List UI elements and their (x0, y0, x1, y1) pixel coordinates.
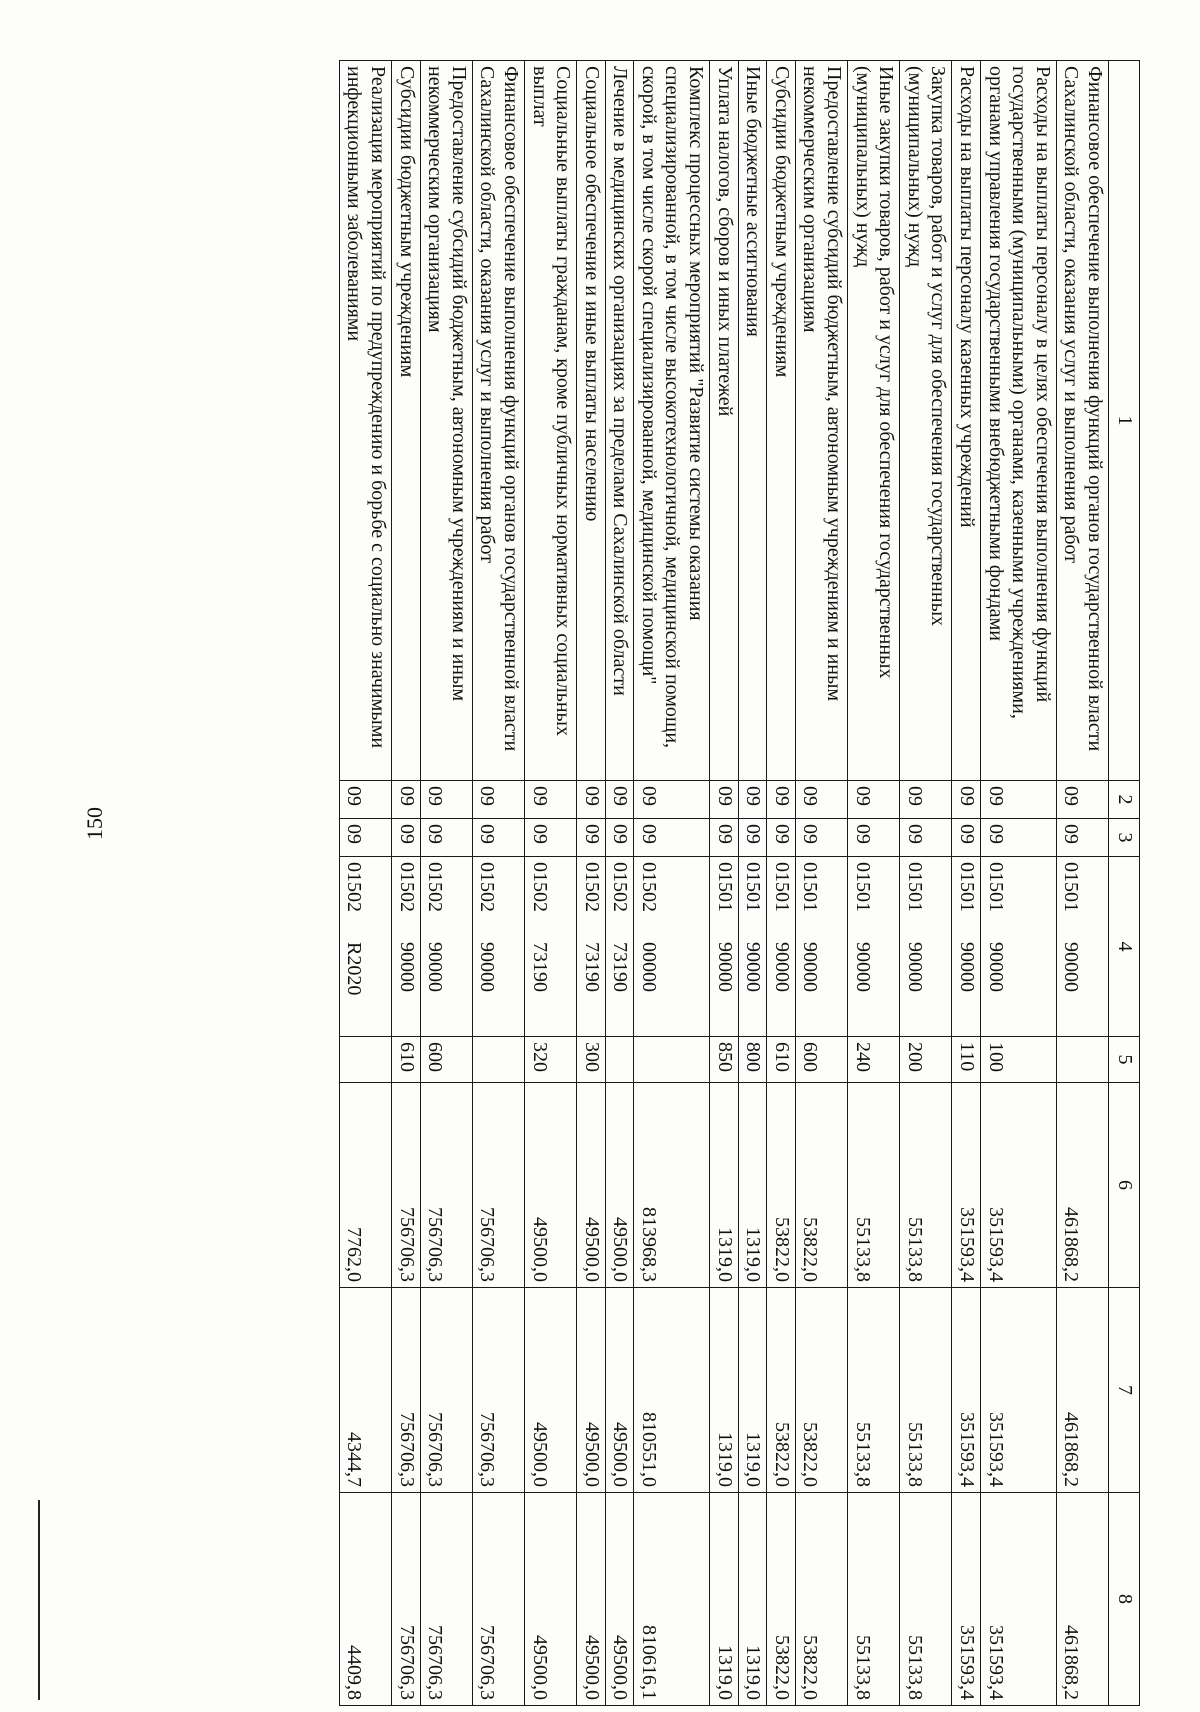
target-article-cell (339, 857, 391, 1037)
target-article-prefix: 01501 (770, 862, 793, 912)
table-row (339, 61, 391, 1706)
expense-type-cell (472, 1037, 524, 1083)
table-row (420, 61, 472, 1706)
expense-type-cell: 600 (420, 1037, 472, 1083)
target-article-suffix: 00000 (637, 942, 660, 992)
row-name-cell: Закупка товаров, работ и услуг для обеспечения государственных (муниципальных) нужд (900, 61, 952, 781)
amount-year2-cell: 49500,0 (524, 1288, 576, 1493)
expense-type-cell: 600 (795, 1037, 847, 1083)
header-cell: 5 (1109, 1037, 1140, 1083)
amount-year2-cell: 53822,0 (767, 1288, 796, 1493)
subsection-code-cell: 09 (900, 819, 952, 857)
header-cell: 6 (1109, 1083, 1140, 1288)
amount-year3-cell: 756706,3 (391, 1493, 420, 1706)
amount-year2-cell: 461868,2 (1056, 1288, 1108, 1493)
target-article-prefix: 01501 (903, 862, 926, 912)
target-article-prefix: 01502 (528, 862, 551, 912)
amount-year2-cell: 351593,4 (952, 1288, 981, 1493)
amount-year2-cell: 49500,0 (605, 1288, 634, 1493)
amount-year1-cell: 53822,0 (767, 1083, 796, 1288)
target-article-prefix: 01502 (637, 862, 660, 912)
amount-year1-cell: 49500,0 (605, 1083, 634, 1288)
amount-year1-cell: 53822,0 (795, 1083, 847, 1288)
subsection-code-cell: 09 (577, 819, 606, 857)
amount-year1-cell: 756706,3 (391, 1083, 420, 1288)
section-code-cell: 09 (1056, 781, 1108, 819)
row-name-cell: Предоставление субсидий бюджетным, автономным учреждениям и иным некоммерческим организациям (420, 61, 472, 781)
amount-year3-cell: 55133,8 (848, 1493, 900, 1706)
amount-year2-cell: 1319,0 (710, 1288, 739, 1493)
row-name-cell: Комплекс процессных мероприятий "Развитие системы оказания специализированной, в том числе высокотехнологичной, медицинской помощи, скорой, в том числе скорой специализированной, медицинской помощи" (634, 61, 710, 781)
expense-type-cell: 610 (767, 1037, 796, 1083)
target-article-prefix: 01501 (851, 862, 874, 912)
budget-table (339, 60, 1140, 1706)
amount-year1-cell: 1319,0 (710, 1083, 739, 1288)
header-cell: 3 (1109, 819, 1140, 857)
subsection-code-cell: 09 (472, 819, 524, 857)
target-article-suffix: 90000 (1060, 942, 1083, 992)
amount-year1-cell: 55133,8 (900, 1083, 952, 1288)
amount-year2-cell: 756706,3 (391, 1288, 420, 1493)
target-article-cell (952, 857, 981, 1037)
target-article-prefix: 01502 (476, 862, 499, 912)
amount-year2-cell: 49500,0 (577, 1288, 606, 1493)
section-code-cell: 09 (524, 781, 576, 819)
amount-year1-cell: 1319,0 (738, 1083, 767, 1288)
margin-line (38, 1500, 40, 1700)
subsection-code-cell: 09 (767, 819, 796, 857)
target-article-prefix: 01502 (343, 862, 366, 912)
target-article-prefix: 01501 (799, 862, 822, 912)
target-article-suffix: 73190 (528, 942, 551, 992)
expense-type-cell (605, 1037, 634, 1083)
subsection-code-cell: 09 (952, 819, 981, 857)
table-row (795, 61, 847, 1706)
row-name-cell: Лечение в медицинских организациях за пределами Сахалинской области (605, 61, 634, 781)
amount-year3-cell: 49500,0 (577, 1493, 606, 1706)
expense-type-cell (1056, 1037, 1108, 1083)
section-code-cell: 09 (605, 781, 634, 819)
section-code-cell: 09 (900, 781, 952, 819)
table-row (1056, 61, 1108, 1706)
amount-year3-cell: 756706,3 (472, 1493, 524, 1706)
target-article-suffix: 90000 (770, 942, 793, 992)
amount-year2-cell: 4344,7 (339, 1288, 391, 1493)
subsection-code-cell: 09 (524, 819, 576, 857)
amount-year2-cell: 756706,3 (420, 1288, 472, 1493)
subsection-code-cell: 09 (391, 819, 420, 857)
amount-year1-cell: 49500,0 (577, 1083, 606, 1288)
amount-year3-cell: 1319,0 (710, 1493, 739, 1706)
target-article-suffix: 90000 (395, 942, 418, 992)
table-row (634, 61, 710, 1706)
section-code-cell: 09 (420, 781, 472, 819)
amount-year1-cell: 756706,3 (420, 1083, 472, 1288)
section-code-cell: 09 (391, 781, 420, 819)
table-row (605, 61, 634, 1706)
row-name-cell: Субсидии бюджетным учреждениям (391, 61, 420, 781)
table-row (472, 61, 524, 1706)
subsection-code-cell: 09 (710, 819, 739, 857)
target-article-cell (710, 857, 739, 1037)
header-cell: 2 (1109, 781, 1140, 819)
table-body (339, 61, 1108, 1706)
target-article-cell (981, 857, 1057, 1037)
target-article-cell (524, 857, 576, 1037)
subsection-code-cell: 09 (738, 819, 767, 857)
subsection-code-cell: 09 (981, 819, 1057, 857)
target-article-cell (767, 857, 796, 1037)
row-name-cell: Иные закупки товаров, работ и услуг для обеспечения государственных (муниципальных) нужд (848, 61, 900, 781)
amount-year2-cell: 55133,8 (900, 1288, 952, 1493)
target-article-prefix: 01501 (956, 862, 979, 912)
target-article-suffix: 90000 (984, 942, 1007, 992)
target-article-cell (1056, 857, 1108, 1037)
expense-type-cell: 200 (900, 1037, 952, 1083)
amount-year2-cell: 53822,0 (795, 1288, 847, 1493)
header-row (1109, 61, 1140, 1706)
table-row (577, 61, 606, 1706)
table-row (848, 61, 900, 1706)
row-name-cell: Финансовое обеспечение выполнения функций органов государственной власти Сахалинской области, оказания услуг и выполнения работ (1056, 61, 1108, 781)
expense-type-cell: 110 (952, 1037, 981, 1083)
row-name-cell: Социальные выплаты гражданам, кроме публичных нормативных социальных выплат (524, 61, 576, 781)
row-name-cell: Социальное обеспечение и иные выплаты населению (577, 61, 606, 781)
rotated-table-wrapper (140, 60, 1140, 1705)
amount-year1-cell: 461868,2 (1056, 1083, 1108, 1288)
target-article-suffix: 90000 (799, 942, 822, 992)
row-name-cell: Реализация мероприятий по предупреждению и борьбе с социально значимыми инфекционными заболеваниями (339, 61, 391, 781)
subsection-code-cell: 09 (1056, 819, 1108, 857)
subsection-code-cell: 09 (605, 819, 634, 857)
target-article-prefix: 01501 (713, 862, 736, 912)
target-article-suffix: 90000 (903, 942, 926, 992)
expense-type-cell: 610 (391, 1037, 420, 1083)
amount-year3-cell: 756706,3 (420, 1493, 472, 1706)
row-name-cell: Уплата налогов, сборов и иных платежей (710, 61, 739, 781)
target-article-cell (738, 857, 767, 1037)
amount-year1-cell: 55133,8 (848, 1083, 900, 1288)
target-article-cell (634, 857, 710, 1037)
amount-year1-cell: 756706,3 (472, 1083, 524, 1288)
table-row (981, 61, 1057, 1706)
header-cell: 7 (1109, 1288, 1140, 1493)
target-article-prefix: 01501 (984, 862, 1007, 912)
amount-year1-cell: 351593,4 (981, 1083, 1057, 1288)
amount-year1-cell: 813968,3 (634, 1083, 710, 1288)
row-name-cell: Расходы на выплаты персоналу казенных учреждений (952, 61, 981, 781)
target-article-suffix: 90000 (851, 942, 874, 992)
amount-year1-cell: 351593,4 (952, 1083, 981, 1288)
subsection-code-cell: 09 (795, 819, 847, 857)
subsection-code-cell: 09 (848, 819, 900, 857)
amount-year3-cell: 810616,1 (634, 1493, 710, 1706)
section-code-cell: 09 (795, 781, 847, 819)
section-code-cell: 09 (981, 781, 1057, 819)
expense-type-cell: 850 (710, 1037, 739, 1083)
expense-type-cell (634, 1037, 710, 1083)
amount-year2-cell: 1319,0 (738, 1288, 767, 1493)
amount-year3-cell: 55133,8 (900, 1493, 952, 1706)
page-number: 150 (82, 807, 107, 840)
section-code-cell: 09 (577, 781, 606, 819)
row-name-cell: Расходы на выплаты персоналу в целях обеспечения выполнения функций государственными (муниципальными) органами, казенными учреждениями, органами управления государственными внебюджетными фондами (981, 61, 1057, 781)
target-article-prefix: 01502 (580, 862, 603, 912)
target-article-prefix: 01502 (424, 862, 447, 912)
header-cell: 8 (1109, 1493, 1140, 1706)
expense-type-cell: 100 (981, 1037, 1057, 1083)
row-name-cell: Финансовое обеспечение выполнения функций органов государственной власти Сахалинской области, оказания услуг и выполнения работ (472, 61, 524, 781)
expense-type-cell: 320 (524, 1037, 576, 1083)
subsection-code-cell: 09 (420, 819, 472, 857)
section-code-cell: 09 (738, 781, 767, 819)
table-row (391, 61, 420, 1706)
target-article-cell (391, 857, 420, 1037)
expense-type-cell (339, 1037, 391, 1083)
row-name-cell: Предоставление субсидий бюджетным, автономным учреждениям и иным некоммерческим организациям (795, 61, 847, 781)
amount-year3-cell: 351593,4 (981, 1493, 1057, 1706)
section-code-cell: 09 (710, 781, 739, 819)
amount-year2-cell: 756706,3 (472, 1288, 524, 1493)
row-name-cell: Иные бюджетные ассигнования (738, 61, 767, 781)
target-article-cell (472, 857, 524, 1037)
amount-year3-cell: 49500,0 (524, 1493, 576, 1706)
target-article-cell (900, 857, 952, 1037)
target-article-prefix: 01501 (1060, 862, 1083, 912)
target-article-cell (848, 857, 900, 1037)
target-article-suffix: R2020 (343, 942, 366, 996)
target-article-cell (577, 857, 606, 1037)
table-row (952, 61, 981, 1706)
section-code-cell: 09 (339, 781, 391, 819)
table-row (710, 61, 739, 1706)
expense-type-cell: 300 (577, 1037, 606, 1083)
table-row (767, 61, 796, 1706)
target-article-suffix: 73190 (580, 942, 603, 992)
amount-year1-cell: 7762,0 (339, 1083, 391, 1288)
header-cell: 4 (1109, 857, 1140, 1037)
target-article-suffix: 90000 (956, 942, 979, 992)
expense-type-cell: 240 (848, 1037, 900, 1083)
section-code-cell: 09 (952, 781, 981, 819)
target-article-cell (420, 857, 472, 1037)
section-code-cell: 09 (767, 781, 796, 819)
expense-type-cell: 800 (738, 1037, 767, 1083)
amount-year3-cell: 1319,0 (738, 1493, 767, 1706)
subsection-code-cell: 09 (634, 819, 710, 857)
table-row (900, 61, 952, 1706)
target-article-prefix: 01502 (609, 862, 632, 912)
target-article-cell (605, 857, 634, 1037)
section-code-cell: 09 (848, 781, 900, 819)
table-row (524, 61, 576, 1706)
target-article-suffix: 90000 (713, 942, 736, 992)
amount-year3-cell: 461868,2 (1056, 1493, 1108, 1706)
target-article-cell (795, 857, 847, 1037)
amount-year3-cell: 4409,8 (339, 1493, 391, 1706)
amount-year2-cell: 810551,0 (634, 1288, 710, 1493)
target-article-suffix: 90000 (476, 942, 499, 992)
target-article-prefix: 01502 (395, 862, 418, 912)
amount-year3-cell: 351593,4 (952, 1493, 981, 1706)
table-row (738, 61, 767, 1706)
row-name-cell: Субсидии бюджетным учреждениям (767, 61, 796, 781)
subsection-code-cell: 09 (339, 819, 391, 857)
amount-year1-cell: 49500,0 (524, 1083, 576, 1288)
amount-year3-cell: 49500,0 (605, 1493, 634, 1706)
amount-year3-cell: 53822,0 (767, 1493, 796, 1706)
target-article-suffix: 73190 (609, 942, 632, 992)
target-article-suffix: 90000 (424, 942, 447, 992)
header-cell: 1 (1109, 61, 1140, 781)
amount-year2-cell: 351593,4 (981, 1288, 1057, 1493)
section-code-cell: 09 (634, 781, 710, 819)
section-code-cell: 09 (472, 781, 524, 819)
amount-year2-cell: 55133,8 (848, 1288, 900, 1493)
target-article-prefix: 01501 (742, 862, 765, 912)
amount-year3-cell: 53822,0 (795, 1493, 847, 1706)
target-article-suffix: 90000 (742, 942, 765, 992)
